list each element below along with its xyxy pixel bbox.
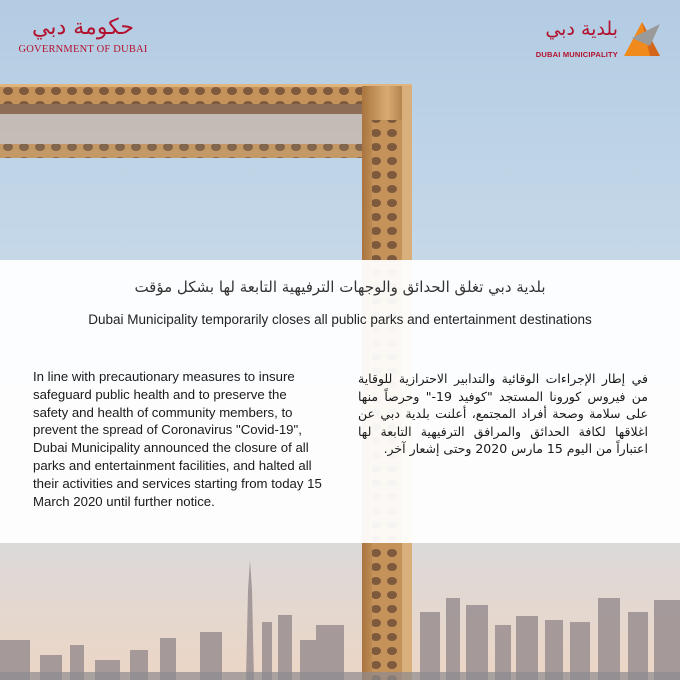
- dubai-municipality-logo: [512, 16, 662, 62]
- dm-logo-emblem-icon: [620, 16, 662, 58]
- gov-logo-english: GOVERNMENT OF DUBAI: [18, 44, 148, 55]
- dm-logo-arabic: بلدية دبي: [545, 18, 618, 40]
- body-text-english: In line with precautionary measures to insure safeguard public health and to preserve the safety and health of community members, to prevent the spread of Coronavirus "Covid-19", Dubai Municipality announced the closure of all parks and entertainment facilities, and halted all their activities and services starting from today 15 March 2020 until further notice.: [33, 369, 322, 509]
- body-text-arabic: في إطار الإجراءات الوقائية والتدابير الاحترازية للوقاية من فيروس كورونا المستجد "كوفيد 19-" وحرصاً منها على سلامة وصحة أفراد المجتمع، أعلنت بلدية دبي عن اغلاقها لكافة الحدائق والمرافق الترفيهية التابعة لها اعتباراً من اليوم 15 مارس 2020 وحتى إشعار آخر.: [358, 371, 648, 457]
- government-of-dubai-logo: [18, 14, 148, 64]
- gov-logo-arabic: حكومة دبي: [32, 15, 134, 40]
- headline-arabic: بلدية دبي تغلق الحدائق والوجهات الترفيهية التابعة لها بشكل مؤقت: [134, 278, 546, 296]
- headline-english: Dubai Municipality temporarily closes all public parks and entertainment destinations: [88, 312, 592, 327]
- dm-logo-english: DUBAI MUNICIPALITY: [535, 50, 618, 59]
